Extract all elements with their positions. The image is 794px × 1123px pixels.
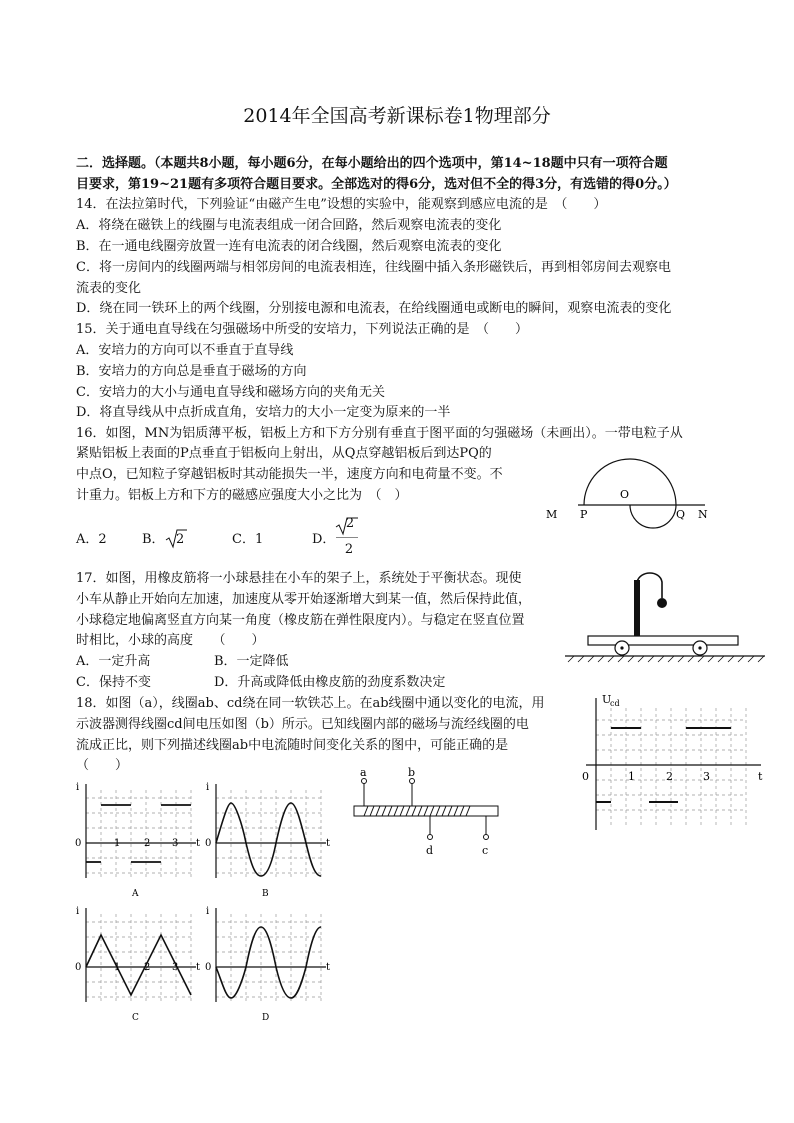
q18-graph-d (202, 902, 332, 1024)
svg-text:0: 0 (75, 838, 82, 849)
page-title: 2014年全国高考新课标卷1物理部分 (243, 105, 551, 127)
ucd-zero: 0 (582, 770, 589, 783)
q16-figure-plate (540, 450, 720, 535)
svg-text:1: 1 (114, 838, 121, 849)
svg-text:2: 2 (144, 962, 151, 973)
cart-post (634, 580, 640, 636)
rubber-band (637, 573, 662, 598)
q18-graph-c (72, 902, 202, 1024)
ucd-tick-2: 2 (666, 770, 673, 783)
q17-option-d: D．升高或降低由橡皮筋的劲度系数决定 (214, 675, 446, 690)
q16-option-d-denominator: 2 (344, 542, 354, 557)
ball (657, 598, 667, 608)
q16-option-c: C．1 (232, 532, 264, 547)
svg-text:3: 3 (172, 838, 179, 849)
svg-text:3: 3 (172, 962, 179, 973)
ucd-tick-1: 1 (628, 770, 635, 783)
ucd-tick-3: 3 (703, 770, 710, 783)
label-n: N (698, 508, 708, 521)
q18-line4: （ ） (76, 758, 129, 773)
coil-label-a: a (360, 766, 367, 779)
label-p: P (580, 508, 588, 521)
q18-line2: 示波器测得线圈cd间电压如图（b）所示。已知线圈内部的磁场与流经线圈的电 (76, 717, 529, 732)
q14-option-a: A．将绕在磁铁上的线圈与电流表组成一闭合回路，然后观察电流表的变化 (76, 218, 502, 233)
q18-figure-ucd (576, 688, 776, 838)
q17-figure-cart (560, 560, 770, 665)
q18-graph-b (202, 778, 332, 900)
label-q: Q (676, 508, 686, 521)
svg-text:2: 2 (144, 838, 151, 849)
q17-line4: 时相比，小球的高度 （ ） (76, 633, 265, 648)
q14-option-c-line1: C．将一房间内的线圈两端与相邻房间的电流表相连，往线圈中插入条形磁铁后，再到相邻房间去观察电 (76, 260, 671, 275)
ground-hatch (568, 656, 764, 662)
q14-stem: 14．在法拉第时代，下列验证“由磁产生电”设想的实验中，能观察到感应电流的是 （ ） (76, 197, 607, 212)
q16-option-b-label: B． (142, 532, 165, 547)
svg-text:i: i (76, 906, 80, 917)
svg-text:0: 0 (205, 838, 212, 849)
q18-figure-coil (350, 765, 510, 857)
label-m: M (546, 508, 558, 521)
svg-text:D: D (262, 1013, 270, 1023)
q16-option-d-label: D． (312, 532, 336, 547)
q15-option-c: C．安培力的大小与通电直导线和磁场方向的夹角无关 (76, 385, 385, 400)
svg-text:0: 0 (75, 962, 82, 973)
q17-line3: 小球稳定地偏离竖直方向某一角度（橡皮筋在弹性限度内）。与稳定在竖直位置 (76, 613, 525, 628)
q16-option-d-numerator: 2 (345, 516, 355, 531)
q18-line3: 流成正比，则下列描述线圈ab中电流随时间变化关系的图中，可能正确的是 (76, 738, 509, 753)
svg-text:t: t (196, 838, 201, 849)
section-heading-line1: 二．选择题。（本题共8小题，每小题6分，在每小题给出的四个选项中，第14~18题中只有一项符合题 (76, 156, 668, 171)
q17-option-c: C．保持不变 (76, 675, 151, 690)
q16-line3: 中点O，已知粒子穿越铝板时其动能损失一半，速度方向和电荷量不变。不 (76, 467, 503, 482)
section-heading-line2: 目要求，第19~21题有多项符合题目要求。全部选对的得6分，选对但不全的得3分，有选错的得0分。） (76, 177, 677, 192)
svg-text:t: t (326, 838, 331, 849)
q14-option-d: D．绕在同一铁环上的两个线圈，分别接电源和电流表，在给线圈通电或断电的瞬间，观察电流表的变化 (76, 301, 672, 316)
svg-text:t: t (326, 962, 331, 973)
q17-line1: 17．如图，用橡皮筋将一小球悬挂在小车的架子上，系统处于平衡状态。现使 (76, 571, 522, 586)
svg-text:i: i (206, 906, 210, 917)
q16-option-b-radicand: 2 (176, 532, 185, 547)
q16-line4: 计重力。铝板上方和下方的磁感应强度大小之比为 （ ） (76, 488, 408, 503)
svg-text:t: t (196, 962, 201, 973)
coil-label-d: d (426, 844, 434, 857)
q16-line2: 紧贴铝板上表面的P点垂直于铝板向上射出，从Q点穿越铝板后到达PQ的 (76, 446, 492, 461)
q18-graph-a (72, 778, 202, 900)
q16-option-a: A．2 (76, 532, 107, 547)
svg-text:0: 0 (205, 962, 212, 973)
q15-option-b: B．安培力的方向总是垂直于磁场的方向 (76, 364, 307, 379)
coil-label-b: b (408, 766, 416, 779)
q15-stem: 15．关于通电直导线在匀强磁场中所受的安培力，下列说法正确的是 （ ） (76, 322, 529, 337)
q18-line1: 18．如图（a），线圈ab、cd绕在同一软铁芯上。在ab线圈中通以变化的电流，用 (76, 696, 545, 711)
svg-text:A: A (132, 889, 139, 899)
ucd-t-label: t (758, 770, 763, 783)
ucd-label-sub: cd (610, 699, 620, 708)
svg-text:i: i (206, 782, 210, 793)
trajectory-lower-arc (630, 505, 676, 528)
q16-line1: 16．如图，MN为铝质薄平板，铝板上方和下方分别有垂直于图平面的匀强磁场（未画出）。一带电粒子从 (76, 426, 683, 441)
q15-option-a: A．安培力的方向可以不垂直于直导线 (76, 343, 294, 358)
q14-option-c-line2: 流表的变化 (76, 281, 142, 296)
q15-option-d: D．将直导线从中点折成直角，安培力的大小一定变为原来的一半 (76, 405, 451, 420)
coil-label-c: c (482, 844, 489, 857)
svg-text:1: 1 (114, 962, 121, 973)
label-o: O (620, 488, 630, 501)
q17-line2: 小车从静止开始向左加速，加速度从零开始逐渐增大到某一值，然后保持此值， (76, 592, 532, 607)
trajectory-upper-arc (584, 459, 676, 505)
ucd-label: U (602, 693, 612, 706)
svg-text:B: B (262, 889, 269, 899)
q14-option-b: B．在一通电线圈旁放置一连有电流表的闭合线圈，然后观察电流表的变化 (76, 239, 502, 254)
q17-option-a: A．一定升高 (76, 654, 151, 669)
q17-option-b: B．一定降低 (214, 654, 289, 669)
cart-body (588, 636, 738, 645)
svg-text:i: i (76, 782, 80, 793)
svg-text:C: C (132, 1013, 139, 1023)
